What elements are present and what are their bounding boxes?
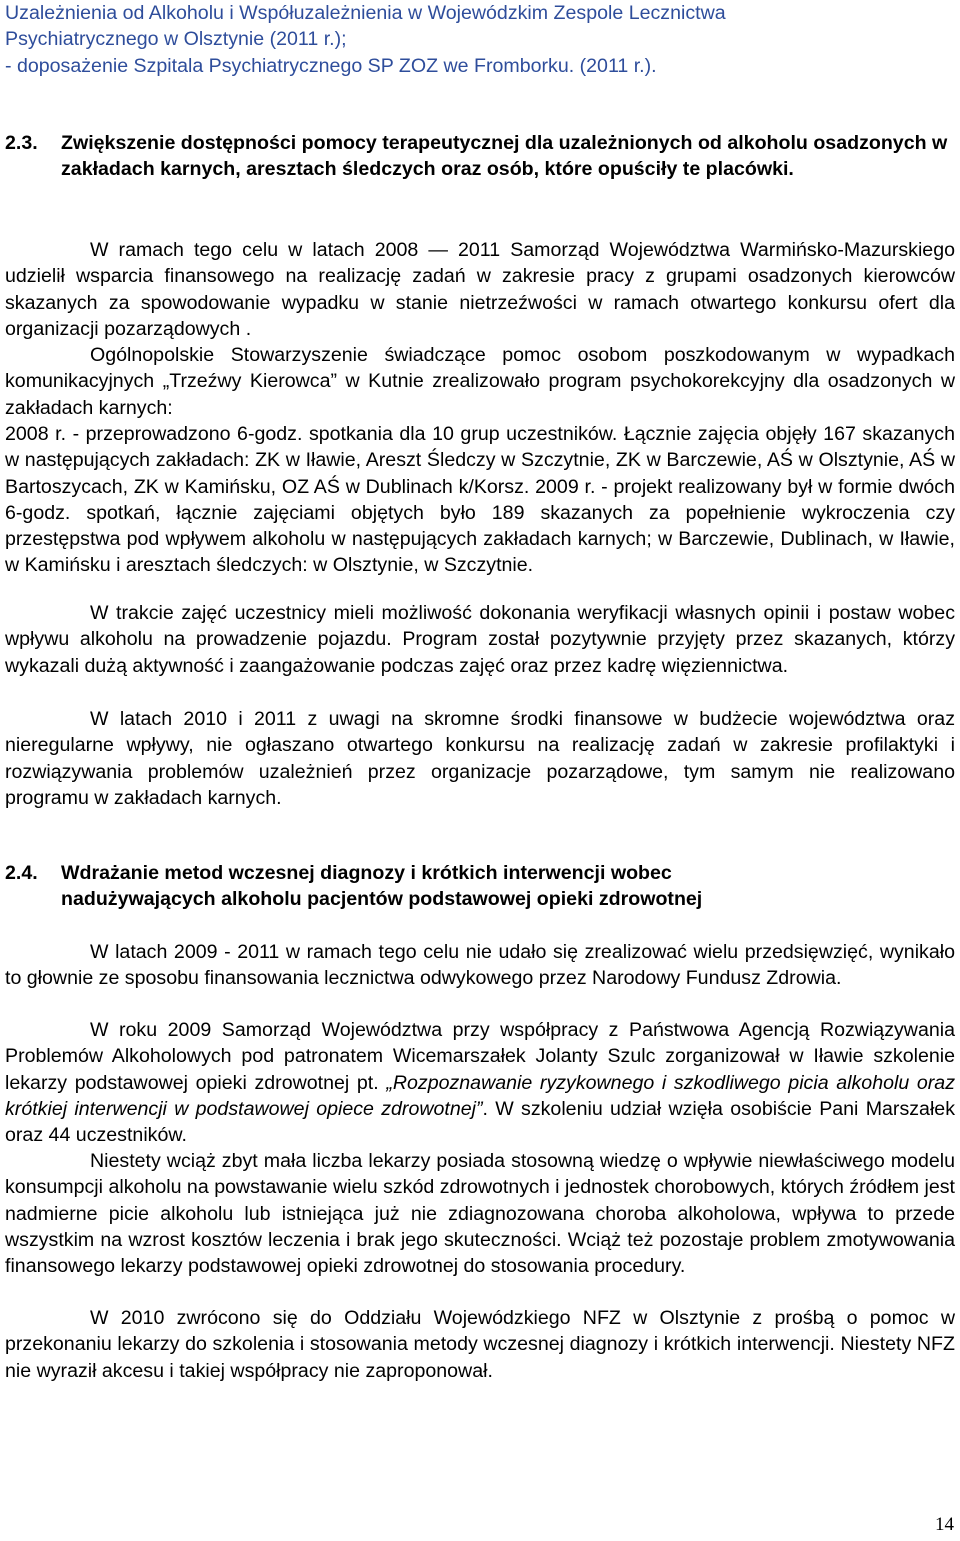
top-line-1: Uzależnienia od Alkoholu i Współuzależnienia w Wojewódzkim Zespole Lecznictwa — [5, 2, 726, 24]
section-2-3-number: 2.3. — [5, 132, 38, 154]
section-2-4-paragraph-2 — [5, 1017, 955, 1148]
training-title: „Rozpoznawanie ryzykownego i szkodliwego picia alkoholu oraz krótkiej interwencji w podstawowej opiece zdrowotnej” — [5, 1071, 956, 1120]
top-line-2: Psychiatrycznego w Olsztynie (2011 r.); — [5, 28, 347, 51]
section-2-4-paragraph-2-lead: W roku 2009 Samorząd Województwa przy współpracy z Państwowa Agencją Rozwiązywania Problemów Alkoholowych pod patronatem Wicemarszałek Jolanty Szulc zorganizował w Iławie szkolenie lekarzy podstawowej opieki zdrowotnej pt. — [5, 1019, 955, 1094]
section-2-3-paragraph-4: W latach 2010 i 2011 z uwagi na skromne środki finansowe w budżecie województwa oraz nieregularne wpływy, nie ogłaszano otwartego konkursu na realizację zadań w zakresie profilaktyki i rozwiązywania problemów uzależnień przez organizacje pozarządowe, tym samym nie realizowano programu w zakładach karnych. — [5, 708, 955, 809]
section-2-4-title: Wdrażanie metod wczesnej diagnozy i krótkich interwencji wobec nadużywających alkoholu pacjentów podstawowej opieki zdrowotnej — [61, 862, 703, 910]
section-2-3-title: Zwiększenie dostępności pomocy terapeutycznej dla uzależnionych od alkoholu osadzonych w zakładach karnych, aresztach śledczych oraz osób, które opuściły te placówki. — [61, 132, 948, 180]
top-line-3: - doposażenie Szpitala Psychiatrycznego SP ZOZ we Fromborku. (2011 r.). — [5, 54, 657, 77]
section-2-3-paragraph-2: Ogólnopolskie Stowarzyszenie świadczące pomoc osobom poszkodowanym w wypadkach komunikacyjnych „Trzeźwy Kierowca” w Kutnie zrealizowało program psychokorekcyjny dla osadzonych w zakładach karnych: — [5, 344, 955, 419]
section-2-4-paragraph-3: Niestety wciąż zbyt mała liczba lekarzy posiada stosowną wiedzę o wpływie niewłaściwego modelu konsumpcji alkoholu na powstawanie wielu szkód zdrowotnych i jednostek chorobowych, których źródłem jest nadmierne picie alkoholu lub istniejąca już nie zdiagnozowana choroba alkoholowa, wpływa to przede wszystkim na wzrost kosztów leczenia i brak jego skuteczności. Wciąż też pozostaje problem zmotywowania finansowego lekarzy podstawowej opieki zdrowotnej do stosowania procedury. — [5, 1150, 955, 1278]
section-2-4-heading — [5, 861, 960, 912]
section-2-3-paragraph-1: W ramach tego celu w latach 2008 — 2011 Samorząd Województwa Warmińsko-Mazurskiego udzielił wsparcia finansowego na realizację zadań w zakresie pracy z grupami osadzonych kierowców skazanych za spowodowanie wypadku w stanie nietrzeźwości w ramach otwartego konkursu ofert dla organizacji pozarządowych . — [5, 239, 955, 340]
section-2-4-number: 2.4. — [5, 862, 38, 884]
section-2-4-paragraph-2-tail: . W szkoleniu udział wzięła osobiście Pani Marszałek oraz 44 uczestników. — [5, 1097, 955, 1147]
page-number: 14 — [935, 1514, 954, 1535]
section-2-3-paragraph-2b: 2008 r. - przeprowadzono 6-godz. spotkania dla 10 grup uczestników. Łącznie zajęcia objęły 167 skazanych w następujących zakładach: ZK w Iławie, Areszt Śledczy w Szczytnie, ZK w Barczewie, AŚ w Olsztynie, AŚ w Bartoszycach, ZK w Kamińsku, OZ AŚ w Dublinach k/Korsz. 2009 r. - projekt realizowany był w formie dwóch 6-godz. spotkań, łącznie zajęciami objętych było 189 skazanych za popełnienie wykroczenia czy przestępstwa pod wpływem alkoholu w następujących zakładach karnych; w Barczewie, Dublinach, w Iławie, w Kamińsku i aresztach śledczych: w Olsztynie, w Szczytnie. — [5, 423, 955, 577]
top-continuation — [5, 0, 955, 79]
section-2-4-paragraph-4: W 2010 zwrócono się do Oddziału Wojewódzkiego NFZ w Olsztynie z prośbą o pomoc w przekonaniu lekarzy do szkolenia i stosowania metody wczesnej diagnozy i krótkich interwencji. Niestety NFZ nie wyraził akcesu i takiej współpracy nie zaproponował. — [5, 1307, 955, 1382]
section-2-4-paragraph-1: W latach 2009 - 2011 w ramach tego celu nie udało się zrealizować wielu przedsięwzięć, wynikało to głownie ze sposobu finansowania lecznictwa odwykowego przez Narodowy Fundusz Zdrowia. — [5, 941, 955, 990]
section-2-3-heading — [5, 131, 960, 182]
section-2-3-paragraph-3: W trakcie zajęć uczestnicy mieli możliwość dokonania weryfikacji własnych opinii i postaw wobec wpływu alkoholu na prowadzenie pojazdu. Program został pozytywnie przyjęty przez skazanych, którzy wykazali dużą aktywność i zaangażowanie podczas zajęć oraz przez kadrę więziennictwa. — [5, 602, 955, 677]
